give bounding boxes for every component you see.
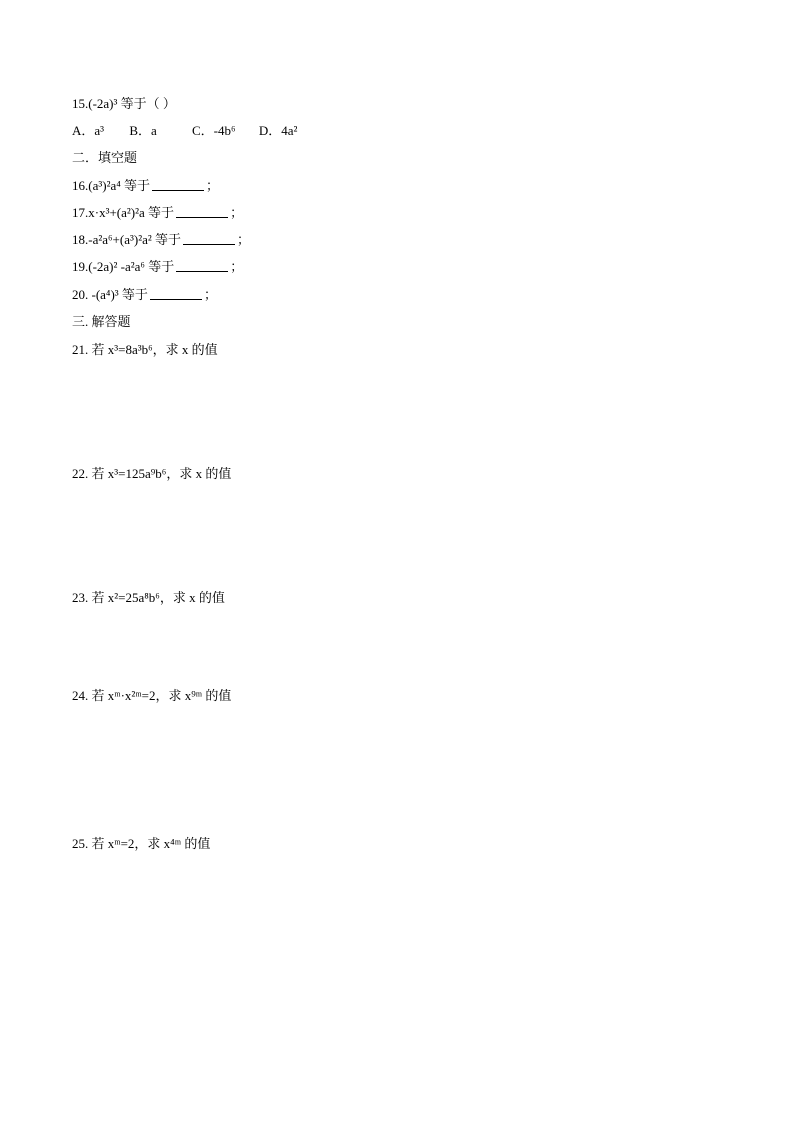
question-18 bbox=[72, 232, 250, 248]
answer-blank bbox=[152, 178, 204, 191]
question-suffix: ； bbox=[237, 232, 251, 247]
question-23: 23. 若 x²=25a⁸b⁶，求 x 的值 bbox=[72, 590, 225, 605]
option-c: C．-4b⁶ bbox=[192, 123, 236, 138]
option-b: B．a bbox=[129, 123, 157, 138]
answer-blank bbox=[176, 259, 228, 272]
question-suffix: ； bbox=[206, 178, 220, 193]
option-d: D．4a² bbox=[258, 123, 298, 138]
question-15-stem: 15.(-2a)³ 等于（ ） bbox=[72, 96, 176, 111]
question-17 bbox=[72, 205, 243, 221]
question-25: 25. 若 xᵐ=2，求 x⁴ᵐ 的值 bbox=[72, 836, 211, 851]
answer-blank bbox=[183, 232, 235, 245]
section-heading-solve: 三. 解答题 bbox=[72, 314, 131, 329]
question-20-text: 20. -(a⁴)³ 等于 bbox=[72, 287, 148, 302]
question-20 bbox=[72, 287, 217, 303]
question-16 bbox=[72, 178, 219, 194]
question-16-text: 16.(a³)²a⁴ 等于 bbox=[72, 178, 151, 193]
answer-blank bbox=[150, 287, 202, 300]
question-19-text: 19.(-2a)² -a²a⁶ 等于 bbox=[72, 259, 175, 274]
question-22: 22. 若 x³=125a⁹b⁶，求 x 的值 bbox=[72, 466, 232, 481]
question-suffix: ； bbox=[203, 287, 217, 302]
question-21: 21. 若 x³=8a³b⁶，求 x 的值 bbox=[72, 342, 218, 357]
question-15-options bbox=[72, 123, 297, 139]
answer-blank bbox=[176, 205, 228, 218]
option-a: A．a³ bbox=[72, 123, 105, 138]
question-24: 24. 若 xᵐ·x²ᵐ=2，求 x⁹ᵐ 的值 bbox=[72, 688, 232, 703]
question-suffix: ； bbox=[230, 259, 244, 274]
question-suffix: ； bbox=[230, 205, 244, 220]
question-18-text: 18.-a²a⁶+(a³)²a² 等于 bbox=[72, 232, 182, 247]
section-heading-fill-in: 二．填空题 bbox=[72, 150, 138, 165]
question-19 bbox=[72, 259, 243, 275]
question-17-text: 17.x·x³+(a²)²a 等于 bbox=[72, 205, 175, 220]
